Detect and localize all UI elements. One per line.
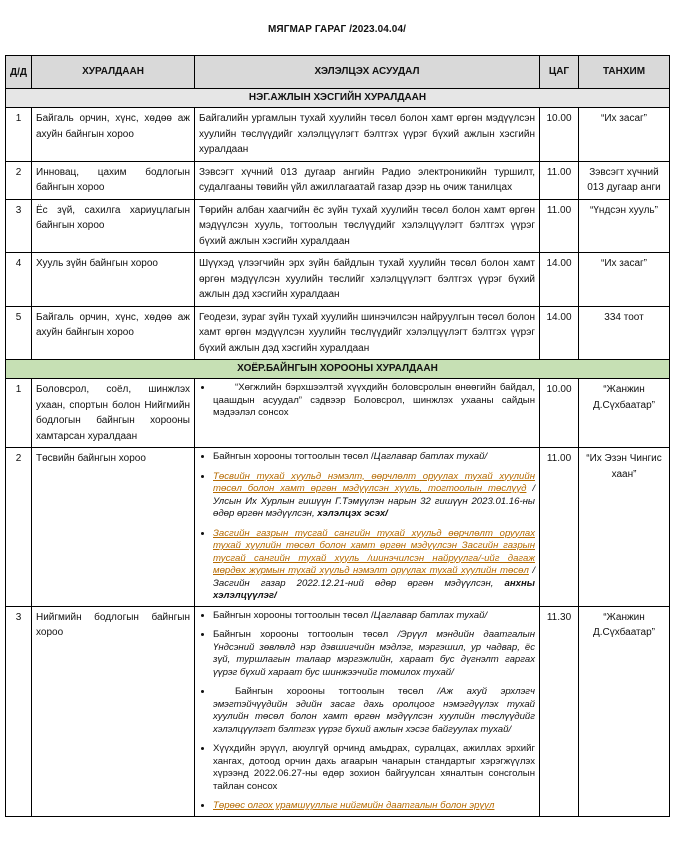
list-item bbox=[213, 382, 535, 420]
row-time: 14.00 bbox=[540, 306, 579, 360]
row-number: 1 bbox=[6, 379, 32, 448]
row-issue: Геодези, зураг зүйн тухай хуулийн шинэчилсэн найруулгын төсөл болон хамт өргөн мэдүүлсэн хуулийн төслүүдийг хэлэлцүүлэгт бэлтгэх үүрэг бүхий ажлын дэд хэсгийн хуралдаан bbox=[195, 306, 540, 360]
list-item: • Хүүхдийн эрүүл, аюулгүй орчинд амьдрах, суралцах, ажиллах эрхийг хангах, дотоод орчин дахь агаарын чанарын стандартыг хэрэгжүүлэх хүрээнд 2022.06.27-ны өдөр зохион байгуулсан хяналтын сонсголын тайлан сонсох bbox=[213, 743, 535, 793]
row-issue: Зэвсэгт хүчний 013 дугаар ангийн Радио электроникийн туршилт, судалгааны төвийн үйл ажиллагаатай газар дээр нь очиж танилцах bbox=[195, 161, 540, 199]
row-number: 4 bbox=[6, 253, 32, 307]
row-hall: “Их Эзэн Чингис хаан” bbox=[579, 448, 670, 607]
row-time: 11.00 bbox=[540, 448, 579, 607]
header-meeting: ХУРАЛДААН bbox=[32, 56, 195, 89]
row-hall: “Үндсэн хууль” bbox=[579, 199, 670, 253]
row-time: 11.00 bbox=[540, 161, 579, 199]
row-meeting: Байгаль орчин, хүнс, хөдөө аж ахуйн байнгын хороо bbox=[32, 306, 195, 360]
row-issue: Байгалийн ургамлын тухай хуулийн төсөл болон хамт өргөн мэдүүлсэн хуулийн төслүүдийг хэлэлцүүлэгт бэлтгэх үүрэг бүхий ажлын хэсгийн хуралдаан bbox=[195, 108, 540, 162]
table-row bbox=[6, 108, 670, 162]
header-time: ЦАГ bbox=[540, 56, 579, 89]
row-hall: “Их засаг” bbox=[579, 108, 670, 162]
row-meeting: Байгаль орчин, хүнс, хөдөө аж ахуйн байнгын хороо bbox=[32, 108, 195, 162]
row-meeting: Төсвийн байнгын хороо bbox=[32, 448, 195, 607]
row-meeting: Хууль зүйн байнгын хороо bbox=[32, 253, 195, 307]
row-meeting: Нийгмийн бодлогын байнгын хороо bbox=[32, 606, 195, 816]
row-number: 5 bbox=[6, 306, 32, 360]
schedule-table bbox=[5, 55, 670, 817]
bill-link[interactable]: Засгийн газрын тусгай сангийн тухай хуульд өөрчлөлт оруулах тухай хуулийн төсөл болон хамт өргөн мэдүүлсэн Засгийн газрын тусгай сангийн тухай хууль /шинэчилсэн найруулга/-ийг дагаж мөрдөх журмын тухай хуульд нэмэлт оруулах тухай хуулийн төсөл bbox=[213, 527, 535, 576]
row-issue bbox=[195, 606, 540, 816]
list-item: • Байнгын хорооны тогтоолын төсөл /Эрүүл мэндийн даатгалын Үндсэний зөвлөлд нэр дэвшигчийн мэдлэг, мэргэшил, ур чадвар, ёс зүй, туршлагын талаар мэргэжлийн, хараат бус дүгнэлт гаргах үүрэг бүхий хараат бус шинжээчийг томилох тухай/ bbox=[213, 629, 535, 679]
row-number: 3 bbox=[6, 199, 32, 253]
table-row bbox=[6, 448, 670, 607]
row-meeting: Инновац, цахим бодлогын байнгын хороо bbox=[32, 161, 195, 199]
row-time: 11.00 bbox=[540, 199, 579, 253]
header-num: Д/Д bbox=[6, 56, 32, 89]
row-number: 2 bbox=[6, 161, 32, 199]
row-number: 2 bbox=[6, 448, 32, 607]
row-issue bbox=[195, 448, 540, 607]
table-row bbox=[6, 306, 670, 360]
issue-text: “Хөгжлийн бэрхшээлтэй хүүхдийн боловсролын өнөөгийн байдал, цаашдын асуудал” сэдвээр Боловсрол, шинжлэх ухааны сайдын мэдээлэл сонсох bbox=[213, 382, 535, 418]
header-issue: ХЭЛЭЛЦЭХ АСУУДАЛ bbox=[195, 56, 540, 89]
list-item bbox=[213, 800, 535, 813]
section-row bbox=[6, 360, 670, 379]
row-issue: Шүүхэд үлээгчийн эрх зүйн байдлын тухай хуулийн төсөл болон хамт өргөн мэдүүлсэн хуулийн төслийг хэлэлцүүлэгт бэлтгэх үүрэг бүхий ажлын дэд хэсгийн хуралдаан bbox=[195, 253, 540, 307]
issue-list bbox=[199, 382, 535, 420]
row-number: 1 bbox=[6, 108, 32, 162]
list-item: • Байнгын хорооны тогтоолын төсөл /Цаглавар батлах тухай/ bbox=[213, 451, 535, 464]
row-issue bbox=[195, 379, 540, 448]
section-title: ХОЁР.БАЙНГЫН ХОРООНЫ ХУРАЛДААН bbox=[6, 360, 670, 379]
table-header-row bbox=[6, 56, 670, 89]
bill-link[interactable]: Төсвийн тухай хуульд нэмэлт, өөрчлөлт оруулах тухай хуулийн төсөл болон хамт өргөн мэдүүлсэн хууль, тогтоолын төслүүд bbox=[213, 470, 535, 494]
list-item: • Байнгын хорооны тогтоолын төсөл /Аж ахуй эрхлэгч эмэгтэйчүүдийн эдийн засаг дахь оролцоог нэмэгдүүлэх тухай хуулийн төсөл болон хамт өргөн мэдүүлсэн хуулийн төслүүдийг хэлэлцүүлэгт бэлтгэх үүрэг бүхий ажлын хэсэг байгуулах тухай/ bbox=[213, 686, 535, 736]
row-time: 11.30 bbox=[540, 606, 579, 816]
row-hall: “Жанжин Д.Сүхбаатар” bbox=[579, 606, 670, 816]
table-row bbox=[6, 606, 670, 816]
header-hall: ТАНХИМ bbox=[579, 56, 670, 89]
row-time: 10.00 bbox=[540, 379, 579, 448]
row-time: 14.00 bbox=[540, 253, 579, 307]
row-hall: “Жанжин Д.Сүхбаатар” bbox=[579, 379, 670, 448]
row-issue: Төрийн албан хаагчийн ёс зүйн тухай хуулийн төсөл болон хамт өргөн мэдүүлсэн хууль, тогтоолын төслүүдийг хэлэлцүүлэгт бэлтгэх үүрэг бүхий ажлын хэсгийн хуралдаан bbox=[195, 199, 540, 253]
table-row bbox=[6, 379, 670, 448]
issue-list bbox=[199, 610, 535, 813]
list-item: • Засгийн газрын тусгай сангийн тухай хуульд өөрчлөлт оруулах тухай хуулийн төсөл болон хамт өргөн мэдүүлсэн Засгийн газрын тусгай сангийн тухай хууль /шинэчилсэн найруулга/-ийг дагаж мөрдөх журмын тухай хуульд нэмэлт оруулах тухай хуулийн төсөл /Засгийн газар 2022.12.21-ний өдөр өргөн мэдүүлсэн, анхны хэлэлцүүлэг/ bbox=[213, 528, 535, 603]
table-row bbox=[6, 253, 670, 307]
table-row bbox=[6, 199, 670, 253]
row-time: 10.00 bbox=[540, 108, 579, 162]
issue-list bbox=[199, 451, 535, 603]
row-hall: “Их засаг” bbox=[579, 253, 670, 307]
page-title: МЯГМАР ГАРАГ /2023.04.04/ bbox=[267, 24, 406, 35]
row-meeting: Боловсрол, соёл, шинжлэх ухаан, спортын болон Нийгмийн бодлогын байнгын хорооны хамтарсан хуралдаан bbox=[32, 379, 195, 448]
row-hall: 334 тоот bbox=[579, 306, 670, 360]
row-meeting: Ёс зүй, сахилга хариуцлагын байнгын хороо bbox=[32, 199, 195, 253]
list-item: • Төсвийн тухай хуульд нэмэлт, өөрчлөлт оруулах тухай хуулийн төсөл болон хамт өргөн мэдүүлсэн хууль, тогтоолын төслүүд /Улсын Их Хурлын гишүүн Г.Тэмүүлэн нарын 32 гишүүн 2023.01.16-ны өдөр өргөн мэдүүлсэн, хэлэлцэх эсэх/ bbox=[213, 471, 535, 521]
section-title: НЭГ.АЖЛЫН ХЭСГИЙН ХУРАЛДААН bbox=[6, 89, 670, 108]
table-row bbox=[6, 161, 670, 199]
row-hall: Зэвсэгт хүчний 013 дугаар анги bbox=[579, 161, 670, 199]
row-number: 3 bbox=[6, 606, 32, 816]
list-item: • Байнгын хорооны тогтоолын төсөл /Цаглавар батлах тухай/ bbox=[213, 610, 535, 623]
bill-link[interactable]: Төрөөс олгох урамшууллыг нийгмийн даатгалын болон эрүүл bbox=[213, 800, 495, 811]
section-row bbox=[6, 89, 670, 108]
